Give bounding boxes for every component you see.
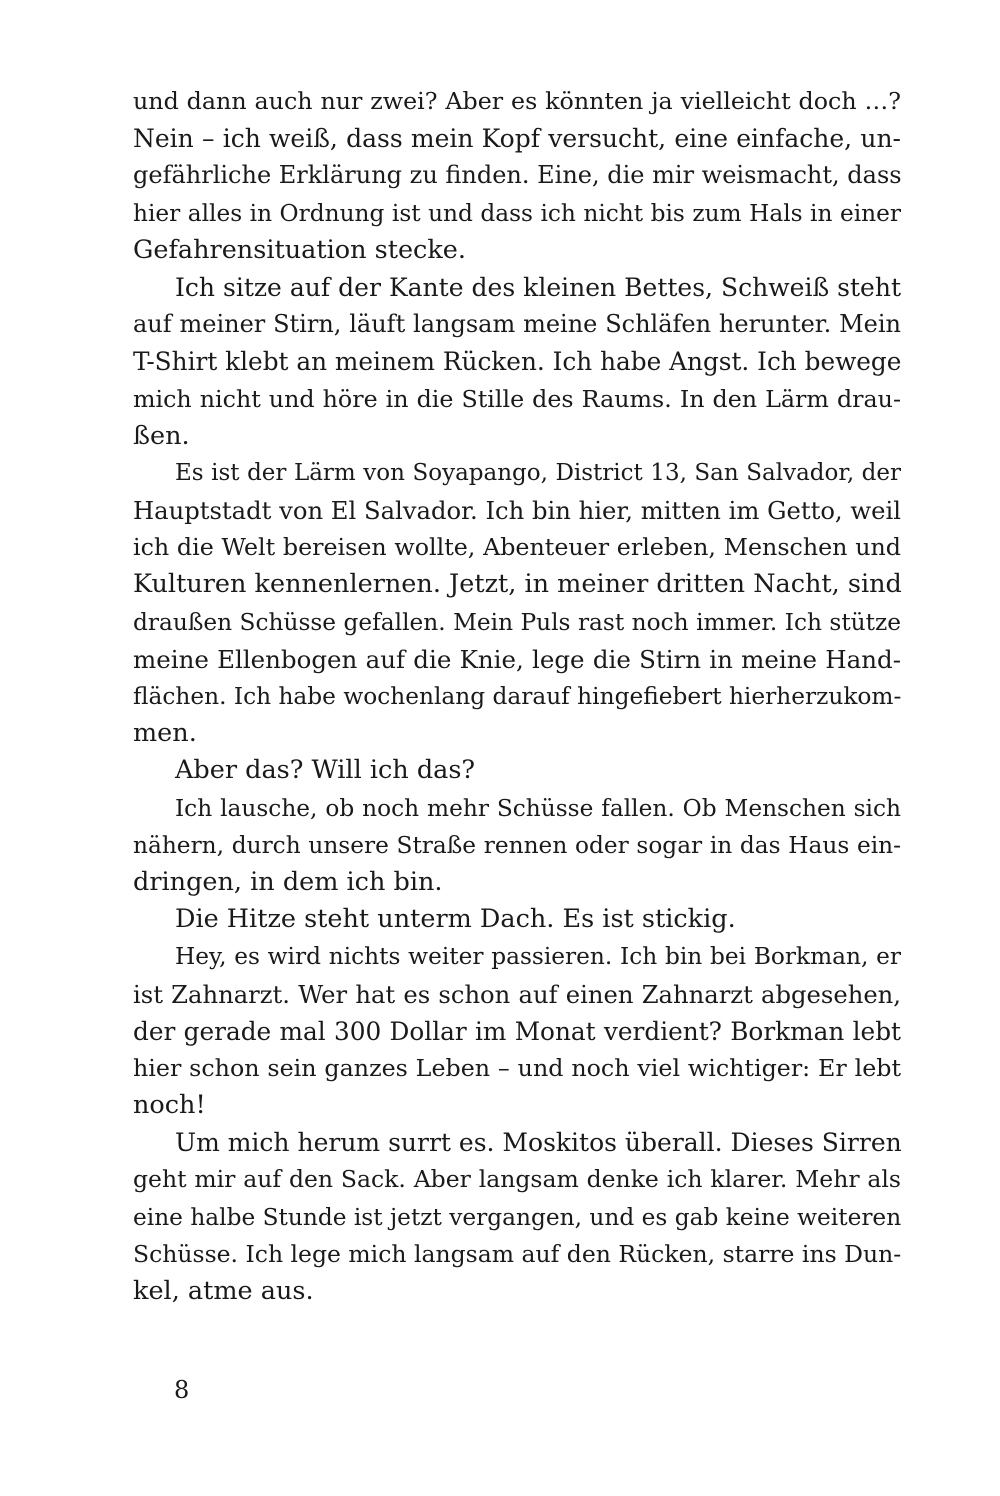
- paragraph: [133, 1124, 901, 1310]
- text-line: geht mir auf den Sack. Aber langsam denke ich klarer. Mehr als: [133, 1165, 901, 1194]
- paragraph: [133, 938, 901, 1124]
- text-line: dringen, in dem ich bin.: [133, 866, 443, 897]
- text-line: nähern, durch unsere Straße rennen oder sogar in das Haus ein-: [133, 831, 901, 859]
- text-line: flächen. Ich habe wochenlang darauf hingefiebert hierherzukom-: [133, 683, 902, 710]
- text-line: Um mich herum surrt es. Moskitos überall. Dieses Sirren: [175, 1128, 902, 1158]
- page-number: 8: [174, 1376, 190, 1404]
- text-line: Die Hitze steht unterm Dach. Es ist stickig.: [175, 904, 736, 935]
- body-text: [133, 83, 901, 1310]
- text-line: auf meiner Stirn, läuft langsam meine Schläfen herunter. Mein: [133, 310, 901, 339]
- text-line: Hauptstadt von El Salvador. Ich bin hier, mitten im Getto, weil: [133, 496, 901, 526]
- text-line: mich nicht und höre in die Stille des Raums. In den Lärm drau-: [133, 384, 901, 413]
- text-line: hier schon sein ganzes Leben – und noch viel wichtiger: Er lebt: [133, 1053, 901, 1082]
- paragraph: [133, 83, 901, 269]
- paragraph: [133, 901, 901, 938]
- text-line: ist Zahnarzt. Wer hat es schon auf einen Zahnarzt abgesehen,: [133, 979, 901, 1009]
- text-line: noch!: [133, 1090, 206, 1121]
- text-line: Aber das? Will ich das?: [175, 755, 476, 786]
- text-line: Ich sitze auf der Kante des kleinen Bettes, Schweiß steht: [175, 272, 901, 302]
- text-line: T-Shirt klebt an meinem Rücken. Ich habe Angst. Ich bewege: [133, 347, 902, 377]
- text-line: meine Ellenbogen auf die Knie, lege die Stirn in meine Hand-: [133, 644, 901, 674]
- text-line: ich die Welt bereisen wollte, Abenteuer erleben, Menschen und: [133, 533, 901, 562]
- paragraph: [133, 752, 901, 789]
- text-line: men.: [133, 718, 197, 749]
- text-line: Schüsse. Ich lege mich langsam auf den Rücken, starre ins Dun-: [133, 1239, 902, 1268]
- text-line: hier alles in Ordnung ist und dass ich nicht bis zum Hals in einer: [133, 199, 901, 227]
- text-line: Nein – ich weiß, dass mein Kopf versucht, eine einfache, un-: [133, 124, 901, 154]
- text-line: Hey, es wird nichts weiter passieren. Ich bin bei Borkman, er: [175, 943, 901, 971]
- text-line: und dann auch nur zwei? Aber es könnten ja vielleicht doch …?: [133, 87, 901, 115]
- paragraph: [133, 455, 901, 753]
- text-line: kel, atme aus.: [133, 1276, 314, 1306]
- text-line: gefährliche Erklärung zu finden. Eine, die mir weismacht, dass: [133, 161, 902, 190]
- text-line: Kulturen kennenlernen. Jetzt, in meiner dritten Nacht, sind: [133, 569, 902, 600]
- text-line: Es ist der Lärm von Soyapango, District 13, San Salvador, der: [175, 459, 901, 486]
- text-line: eine halbe Stunde ist jetzt vergangen, und es gab keine weiteren: [133, 1203, 902, 1231]
- paragraph: [133, 790, 901, 902]
- text-line: ßen.: [133, 420, 190, 451]
- text-line: der gerade mal 300 Dollar im Monat verdient? Borkman lebt: [133, 1016, 901, 1046]
- text-line: draußen Schüsse gefallen. Mein Puls rast noch immer. Ich stütze: [133, 608, 901, 636]
- text-line: Gefahrensituation stecke.: [133, 234, 466, 265]
- text-line: Ich lausche, ob noch mehr Schüsse fallen. Ob Menschen sich: [175, 794, 901, 822]
- paragraph: [133, 269, 901, 455]
